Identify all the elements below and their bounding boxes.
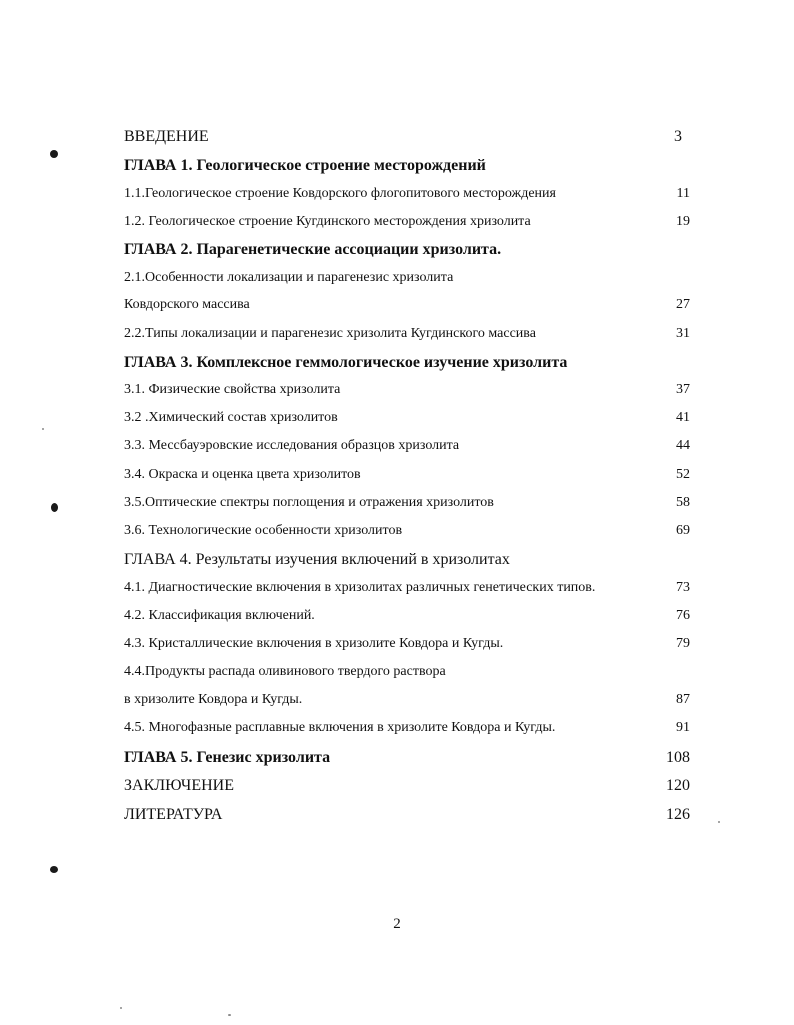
toc-entry-page: 11 bbox=[676, 186, 690, 201]
toc-chapter-1 bbox=[124, 157, 690, 175]
toc-entry-title: ГЛАВА 4. Результаты изучения включений в хризолитах bbox=[124, 551, 510, 568]
toc-entry-page: 91 bbox=[676, 720, 690, 735]
toc-entry-title: 1.1.Геологическое строение Ковдорского флогопитового месторождения bbox=[124, 186, 556, 201]
toc-entry-3-4 bbox=[124, 467, 690, 483]
toc-entry-page: 87 bbox=[676, 692, 690, 707]
toc-chapter-3 bbox=[124, 354, 690, 372]
toc-chapter-5 bbox=[124, 749, 690, 767]
scan-speck bbox=[50, 150, 58, 158]
scan-speck bbox=[718, 821, 720, 823]
toc-entry-title: ГЛАВА 3. Комплексное геммологическое изучение хризолита bbox=[124, 354, 568, 371]
toc-chapter-2 bbox=[124, 241, 690, 259]
toc-entry-page: 44 bbox=[676, 438, 690, 453]
toc-entry-title: 4.1. Диагностические включения в хризолитах различных генетических типов. bbox=[124, 580, 596, 595]
toc-entry-title: ГЛАВА 5. Генезис хризолита bbox=[124, 749, 331, 766]
toc-entry-page: 31 bbox=[676, 326, 690, 341]
toc-entry-page: 52 bbox=[676, 467, 690, 482]
scan-speck bbox=[51, 503, 58, 512]
toc-entry-title: 2.1.Особенности локализации и парагенезис хризолита bbox=[124, 270, 454, 285]
toc-entry-title: ВВЕДЕНИЕ bbox=[124, 128, 209, 145]
toc-entry-4-3 bbox=[124, 636, 690, 652]
toc-entry-conclusion bbox=[124, 777, 690, 795]
toc-entry-4-2 bbox=[124, 608, 690, 624]
toc-entry-title: в хризолите Ковдора и Кугды. bbox=[124, 692, 303, 707]
toc-entry-title: 4.4.Продукты распада оливинового твердого раствора bbox=[124, 664, 446, 679]
toc-entry-title: ГЛАВА 2. Парагенетические ассоциации хризолита. bbox=[124, 241, 502, 258]
toc-entry-page: 19 bbox=[676, 214, 690, 229]
toc-entry-4-5 bbox=[124, 720, 690, 736]
toc-entry-title: 2.2.Типы локализации и парагенезис хризолита Кугдинского массива bbox=[124, 326, 536, 341]
toc-entry-references bbox=[124, 806, 690, 824]
toc-entry-4-1 bbox=[124, 580, 690, 596]
toc-entry-title: 4.3. Кристаллические включения в хризолите Ковдора и Кугды. bbox=[124, 636, 504, 651]
toc-entry-3-2 bbox=[124, 410, 690, 426]
toc-entry-page: 27 bbox=[676, 297, 690, 312]
toc-entry-2-1-cont bbox=[124, 297, 690, 313]
toc-entry-4-4 bbox=[124, 664, 690, 680]
scan-speck bbox=[50, 866, 58, 873]
toc-entry-title: ГЛАВА 1. Геологическое строение месторождений bbox=[124, 157, 486, 174]
toc-entry-title: 1.2. Геологическое строение Кугдинского месторождения хризолита bbox=[124, 214, 531, 229]
toc-entry-title: 3.4. Окраска и оценка цвета хризолитов bbox=[124, 467, 361, 482]
toc-entry-2-2 bbox=[124, 326, 690, 342]
toc-entry-title: 3.3. Мессбауэровские исследования образцов хризолита bbox=[124, 438, 460, 453]
toc-entry-page: 120 bbox=[666, 777, 690, 794]
toc-entry-4-4-cont bbox=[124, 692, 690, 708]
toc-entry-title: ЛИТЕРАТУРА bbox=[124, 806, 223, 823]
toc-entry-page: 73 bbox=[676, 580, 690, 595]
scan-speck bbox=[228, 1014, 231, 1016]
toc-entry-1-1 bbox=[124, 186, 690, 202]
toc-entry-3-5 bbox=[124, 495, 690, 511]
scan-speck bbox=[120, 1007, 122, 1009]
toc-entry-page: 58 bbox=[676, 495, 690, 510]
toc-entry-introduction bbox=[124, 128, 690, 146]
toc-entry-title: Ковдорского массива bbox=[124, 297, 250, 312]
toc-entry-3-3 bbox=[124, 438, 690, 454]
toc-entry-page: 126 bbox=[666, 806, 690, 823]
toc-entry-1-2 bbox=[124, 214, 690, 230]
toc-entry-title: ЗАКЛЮЧЕНИЕ bbox=[124, 777, 234, 794]
toc-entry-3-1 bbox=[124, 382, 690, 398]
toc-entry-page: 79 bbox=[676, 636, 690, 651]
toc-entry-page: 108 bbox=[666, 749, 690, 766]
toc-entry-title: 3.6. Технологические особенности хризолитов bbox=[124, 523, 403, 538]
page-number: 2 bbox=[393, 916, 401, 932]
toc-entry-page: 3 bbox=[674, 128, 682, 145]
toc-chapter-4 bbox=[124, 551, 690, 569]
toc-entry-3-6 bbox=[124, 523, 690, 539]
toc-entry-title: 4.5. Многофазные расплавные включения в хризолите Ковдора и Кугды. bbox=[124, 720, 556, 735]
toc-entry-title: 3.5.Оптические спектры поглощения и отражения хризолитов bbox=[124, 495, 494, 510]
toc-entry-title: 3.2 .Химический состав хризолитов bbox=[124, 410, 338, 425]
toc-entry-page: 69 bbox=[676, 523, 690, 538]
toc-entry-title: 3.1. Физические свойства хризолита bbox=[124, 382, 341, 397]
toc-entry-2-1 bbox=[124, 270, 690, 286]
toc-entry-page: 41 bbox=[676, 410, 690, 425]
toc-entry-title: 4.2. Классификация включений. bbox=[124, 608, 315, 623]
toc-entry-page: 37 bbox=[676, 382, 690, 397]
toc-entry-page: 76 bbox=[676, 608, 690, 623]
scan-speck bbox=[42, 428, 44, 430]
